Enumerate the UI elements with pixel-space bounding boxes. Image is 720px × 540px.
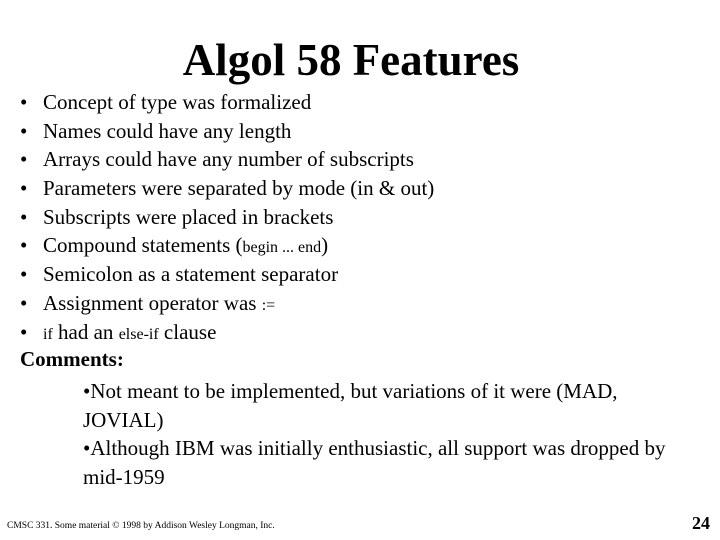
list-item (20, 145, 434, 174)
code-keyword: := (261, 296, 276, 314)
bullet-text: Parameters were separated by mode (in & out) (43, 176, 435, 201)
bullet-text: Subscripts were placed in brackets (43, 204, 334, 229)
bullet-symbol: • (20, 319, 28, 344)
comment-item: •Not meant to be implemented, but variations of it were (MAD, JOVIAL) (83, 379, 618, 432)
list-item (20, 117, 434, 146)
bullet-symbol: • (20, 118, 28, 143)
list-item (20, 174, 434, 203)
bullet-symbol: • (20, 147, 28, 172)
footer-copyright: CMSC 331. Some material © 1998 by Addison Wesley Longman, Inc. (7, 521, 275, 531)
bullet-symbol: • (20, 90, 28, 114)
comments-heading: Comments: (20, 347, 124, 371)
code-keyword: else-if (118, 325, 159, 343)
bullet-text: Concept of type was formalized (43, 90, 312, 114)
bullet-text: Compound statements ( (43, 233, 243, 258)
list-item (20, 88, 434, 117)
bullet-symbol: • (20, 204, 28, 229)
bullet-text: Arrays could have any number of subscripts (43, 147, 414, 172)
list-item (20, 318, 434, 347)
list-item (20, 260, 434, 289)
feature-list (20, 88, 434, 346)
list-item (20, 203, 434, 232)
code-keyword: begin ... end (242, 239, 322, 257)
bullet-text: Names could have any length (43, 118, 292, 143)
bullet-text: had an (52, 319, 119, 344)
bullet-text: clause (158, 319, 217, 344)
bullet-text: Semicolon as a statement separator (43, 262, 339, 287)
page-number: 24 (692, 513, 710, 533)
bullet-symbol: • (20, 290, 28, 315)
bullet-symbol: • (20, 176, 28, 201)
bullet-symbol: • (20, 262, 28, 287)
code-keyword: if (43, 325, 53, 343)
slide-title: Algol 58 Features (182, 35, 520, 85)
bullet-text: ) (321, 233, 329, 258)
comment-item: •Although IBM was initially enthusiastic, all support was dropped by mid-1959 (83, 436, 666, 489)
list-item (20, 289, 434, 318)
list-item (20, 231, 434, 260)
bullet-text: Assignment operator was (43, 290, 262, 315)
bullet-symbol: • (20, 233, 28, 258)
